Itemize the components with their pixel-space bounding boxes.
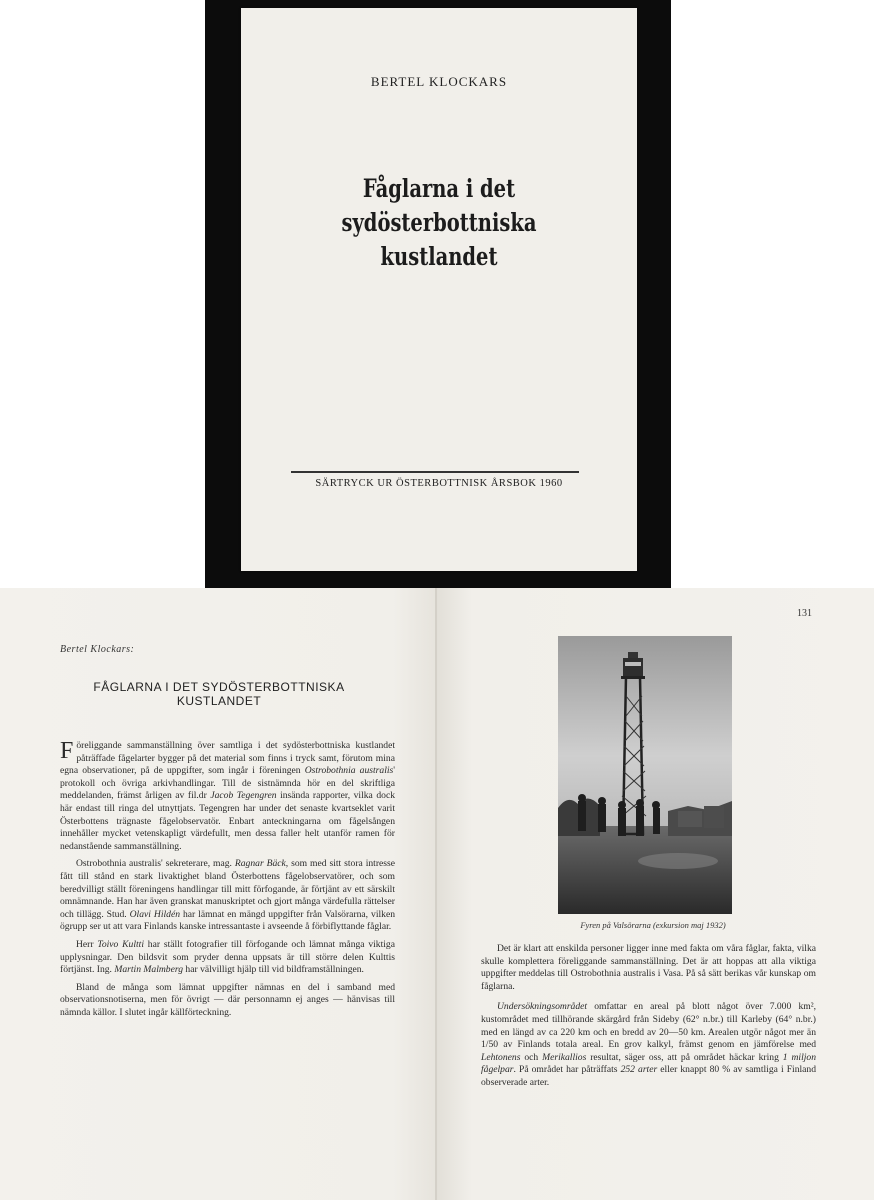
text-run: insända rapporter, vilka dock här endast till ringa del utnyttjats. Tegengren har under det senaste kvartseklet varit Österbottens trägnaste fågelobservatör. Enbart anteckningarna om fågelsången innehåller mycket vetenskapligt värdefullt, men dessa faller helt utanför ramen för nedanstående sammanställning. xyxy=(60,790,395,852)
text-run: Herr xyxy=(76,938,98,950)
lighthouse-illustration xyxy=(558,636,732,914)
italic-text: Ragnar Bäck xyxy=(234,858,286,870)
article-author: Bertel Klockars: xyxy=(60,644,135,655)
text-run: har lämnat en mängd uppgifter från Valsörarna, vilken ögrupp ser ut att vara Finlands kanske intressantaste i avseende å förbiflyttande fåglar. xyxy=(60,908,396,933)
paragraph: Det är klart att enskilda personer ligger inne med fakta om våra fåglar, fakta, vilka skulle komplettera föreliggande sammanställning. Det är att hoppas att alla viktiga uppgifter meddelas till Ostrobothnia australis i Vasa. På så sätt berikas vår kunskap om fåglarna. xyxy=(481,943,816,992)
italic-text: Ostrobothnia australis xyxy=(304,765,394,777)
italic-text: 1 miljon fågelpar xyxy=(481,1051,816,1076)
italic-text: Merikallios xyxy=(542,1051,587,1063)
photo-caption: Fyren på Valsörarna (exkursion maj 1932) xyxy=(580,920,726,930)
cover-title xyxy=(300,172,578,274)
italic-text: Lehtonens xyxy=(481,1051,521,1063)
article-heading xyxy=(60,680,378,708)
text-run: Ostrobothnia australis' sekreterare, mag. xyxy=(76,858,235,870)
italic-text: Jacob Tegengren xyxy=(210,790,277,802)
text-run: resultat, säger oss, att på området häckar kring xyxy=(586,1051,783,1063)
page-number: 131 xyxy=(797,608,812,619)
left-page xyxy=(0,588,437,1200)
article-heading-line-1: FÅGLARNA I DET SYDÖSTERBOTTNISKA xyxy=(93,680,345,694)
cover-divider xyxy=(291,471,579,473)
cover-title-line-1: Fåglarna i det sydösterbottniska xyxy=(341,174,537,237)
text-run: ' protokoll och övriga arkivhandlingar. Till de sistnämnda hör en del skriftliga meddelanden, främst årligen av fil.dr xyxy=(60,765,396,802)
text-run: eller knappt 80 % av samtliga i Finland observerade arter. xyxy=(481,1064,817,1088)
lighthouse-photo xyxy=(558,636,732,914)
text-run: har välvilligt hjälp till vid bildframställningen. xyxy=(183,964,364,976)
booklet-cover xyxy=(241,8,637,571)
paragraph xyxy=(481,1001,816,1089)
italic-text: Toivo Kultti xyxy=(97,938,144,950)
italic-text: Olavi Hildén xyxy=(129,908,181,920)
drop-cap: F xyxy=(60,738,74,764)
text-run: . På området har påträffats xyxy=(513,1064,621,1076)
italic-text: Martin Malmberg xyxy=(114,964,184,976)
italic-text: Undersökningsområdet xyxy=(497,1001,588,1013)
paragraph xyxy=(60,939,395,977)
paragraph xyxy=(60,858,395,934)
left-body-text xyxy=(60,740,395,1024)
open-book-spread xyxy=(0,588,874,1200)
text-run: och xyxy=(520,1051,543,1063)
text-run: , som med sitt stora intresse fått till stånd en stark livaktighet bland Österbottens fågelobservatörer, och som beredvilligt ställt föreningens handlingar till mitt förfogande, är förtjänt av ett särskilt omnämnande. Han har även granskat manuskriptet och gjort många värdefulla rättelser och tillägg. Stud. xyxy=(60,858,395,920)
paragraph: Bland de många som lämnat uppgifter nämnas en del i samband med observationsnotiserna, men för övrigt — där personnamn ej anges — hänvisas till nämnda källor. I slutet ingår källförteckning. xyxy=(60,981,395,1018)
article-heading-line-2: KUSTLANDET xyxy=(176,694,262,708)
right-body-text xyxy=(481,943,816,1098)
cover-author: BERTEL KLOCKARS xyxy=(370,74,508,89)
text-run: öreliggande sammanställning över samtliga i det sydösterbottniska kustlandet påträffade fågelarter bygger på det material som finns i tryck samt, förutom mina egna observationer, på de uppgifter, som ingår i föreningen xyxy=(60,740,395,777)
italic-text: 252 arter xyxy=(620,1064,658,1076)
paragraph xyxy=(60,740,395,853)
text-run: omfattar en areal på blott något över 7.000 km², kustområdet med tillhörande skärgård från Sideby (62° n.br.) till Karleby (64° n.br.) med en längd av ca 220 km och en bredd av 20—50 km. Arealen utgör något mer än 1/50 av Finlands totala areal. En grov kalkyl, främst genom en jämförelse med xyxy=(481,1001,816,1051)
cover-reprint-note: SÄRTRYCK UR ÖSTERBOTTNISK ÅRSBOK 1960 xyxy=(315,478,563,489)
text-run: har ställt fotografier till förfogande och lämnat många viktiga upplysningar. Den bildsvit som pryder denna uppsats är till större delen Kulttis förtjänst. Ing. xyxy=(60,938,395,976)
cover-title-line-2: kustlandet xyxy=(380,242,498,271)
